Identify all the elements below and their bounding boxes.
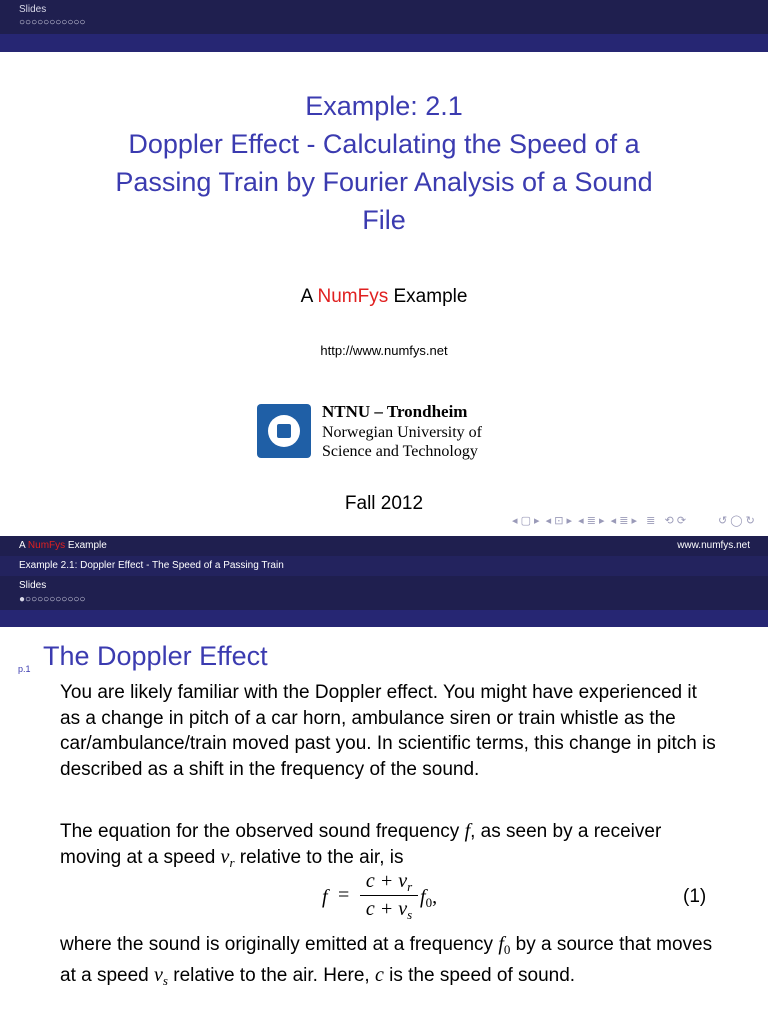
brand-name: NumFys (317, 286, 389, 307)
subtitle (0, 286, 768, 308)
paragraph-intro: You are likely familiar with the Doppler effect. You might have experienced it as a change in pitch of a car horn, ambulance siren or train whistle as the car/ambulance/train moved past you. In scientific terms, this change in pitch is described as a shift in the frequency of the sound. (60, 682, 716, 780)
eq-fraction-bar (360, 895, 418, 896)
text: relative to the air, is (234, 846, 404, 868)
institution-line1: Norwegian University of (322, 424, 482, 441)
math-c: c (374, 963, 384, 986)
denominator: c + v (365, 898, 408, 920)
eq-numerator (360, 870, 418, 894)
slide-dots[interactable]: ●○○○○○○○○○○ (19, 594, 86, 605)
numerator: c + v (365, 870, 408, 892)
paragraph-definitions (60, 932, 720, 993)
math-sub: 0 (503, 942, 511, 957)
title-line: File (362, 205, 406, 235)
math-v: v (220, 845, 230, 868)
math-v: v (154, 963, 163, 986)
title-slide-title (0, 87, 768, 239)
text: is the speed of sound. (383, 964, 576, 986)
factor-sub: 0 (425, 895, 433, 910)
eq-factor (420, 886, 437, 911)
slide2-header-subtitle (0, 556, 768, 576)
text: relative to the air. Here, (167, 964, 375, 986)
eq-denominator (360, 898, 418, 923)
eq-fraction (360, 870, 418, 923)
eq-lhs: f (322, 886, 328, 908)
eq-comma: , (432, 886, 438, 908)
paragraph-equation-intro (60, 819, 720, 875)
section-label[interactable]: Slides (19, 4, 47, 15)
top-stripe (0, 34, 768, 52)
ntnu-logo (257, 404, 311, 458)
page-number: p.1 (18, 664, 31, 674)
title-line: Doppler Effect - Calculating the Speed of a (128, 129, 640, 159)
equation-label: (1) (683, 886, 707, 907)
math-sub: r (229, 854, 235, 870)
institution-line2: Science and Technology (322, 443, 478, 460)
institution-name: NTNU – Trondheim (322, 402, 468, 421)
doppler-equation (0, 870, 768, 926)
beamer-search-icon[interactable]: ↺ ◯ ↻ (718, 515, 755, 527)
date: Fall 2012 (344, 493, 424, 514)
title-line: Passing Train by Fourier Analysis of a Sound (115, 167, 653, 197)
factor: f (420, 886, 426, 908)
slide-dots[interactable]: ○○○○○○○○○○○ (19, 17, 86, 28)
denominator-sub: s (407, 907, 413, 922)
eq-equals: = (338, 884, 350, 906)
top-nav-bar (0, 0, 768, 34)
brand-suffix: Example (65, 540, 107, 551)
subtitle-suffix: Example (388, 286, 468, 307)
header-brand (19, 540, 107, 551)
header-subtitle[interactable]: Example 2.1: Doppler Effect - The Speed of a Passing Train (19, 560, 284, 571)
beamer-nav-controls[interactable]: ◂ ▢ ▸ ◂ ⊡ ▸ ◂ ≣ ▸ ◂ ≣ ▸ ≣ ⟲ ⟳ (512, 515, 687, 527)
brand-name: NumFys (27, 540, 66, 551)
slide2-header-section (0, 576, 768, 610)
title-line: Example: 2.1 (305, 91, 463, 121)
slide2-header-top (0, 536, 768, 556)
section-label[interactable]: Slides (19, 580, 47, 591)
subtitle-prefix: A (300, 286, 318, 307)
brand-prefix: A (19, 540, 28, 551)
numerator-sub: r (407, 879, 413, 894)
math-sub: s (162, 972, 168, 988)
frame-title: The Doppler Effect (43, 641, 268, 671)
header-site[interactable]: www.numfys.net (677, 540, 750, 551)
text: by a source that moves at a speed (60, 934, 713, 986)
text: where the sound is originally emitted at a frequency (60, 934, 499, 955)
slide2-stripe (0, 610, 768, 627)
math-f: f (464, 820, 471, 842)
text: , as seen by a receiver moving at a speed (60, 821, 662, 868)
website-url[interactable]: http://www.numfys.net (320, 343, 448, 358)
text: The equation for the observed sound frequency (60, 821, 465, 842)
math-f: f (498, 933, 504, 955)
